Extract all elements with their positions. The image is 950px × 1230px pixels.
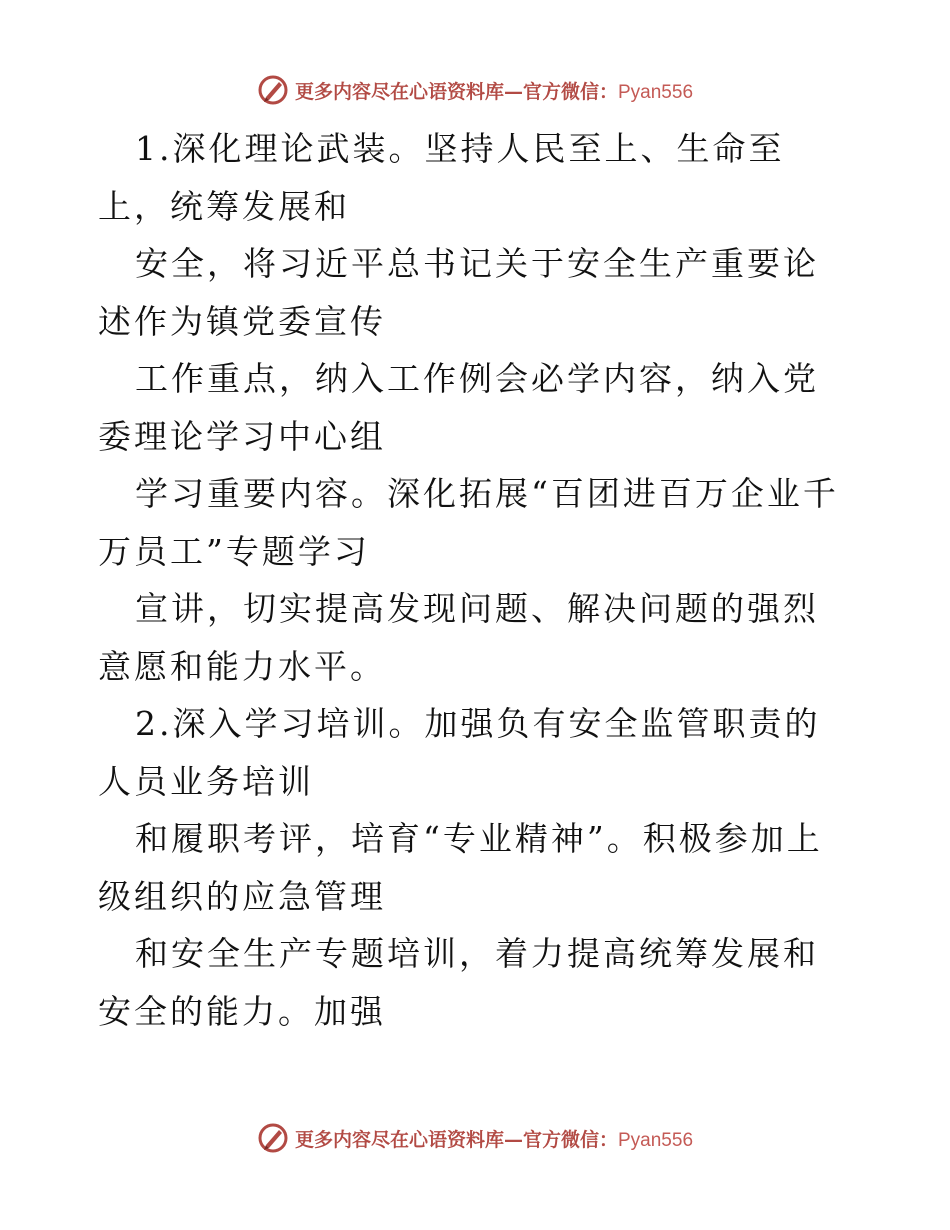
header-banner-main: 更多内容尽在心语资料库 <box>294 80 504 103</box>
header-banner-dash: — <box>503 80 523 103</box>
footer-banner <box>0 1120 950 1156</box>
paragraph-1: 1.深化理论武装。坚持人民至上、生命至上，统筹发展和 <box>98 129 785 226</box>
pen-circle-logo-icon <box>257 1122 289 1154</box>
header-banner-text <box>295 77 693 104</box>
header-banner <box>0 72 950 108</box>
paragraph-4: 学习重要内容。深化拓展“百团进百万企业千万员工”专题学习 <box>98 474 839 571</box>
footer-banner-dash: — <box>503 1128 523 1151</box>
pen-circle-logo-icon <box>257 74 289 106</box>
footer-banner-main: 更多内容尽在心语资料库 <box>294 1128 504 1151</box>
header-banner-label: 官方微信： <box>522 80 618 103</box>
footer-banner-label: 官方微信： <box>522 1128 618 1151</box>
document-body <box>98 120 854 1040</box>
paragraph-5: 宣讲，切实提高发现问题、解决问题的强烈意愿和能力水平。 <box>98 589 819 686</box>
footer-banner-id: Pyan556 <box>618 1129 694 1151</box>
paragraph-8: 和安全生产专题培训，着力提高统筹发展和安全的能力。加强 <box>98 934 819 1031</box>
footer-banner-text <box>295 1125 693 1152</box>
header-banner-id: Pyan556 <box>618 81 694 103</box>
paragraph-6: 2.深入学习培训。加强负有安全监管职责的人员业务培训 <box>98 704 821 801</box>
paragraph-2: 安全，将习近平总书记关于安全生产重要论述作为镇党委宣传 <box>98 244 819 341</box>
paragraph-3: 工作重点，纳入工作例会必学内容，纳入党委理论学习中心组 <box>98 359 819 456</box>
paragraph-7: 和履职考评，培育“专业精神”。积极参加上级组织的应急管理 <box>98 819 823 916</box>
